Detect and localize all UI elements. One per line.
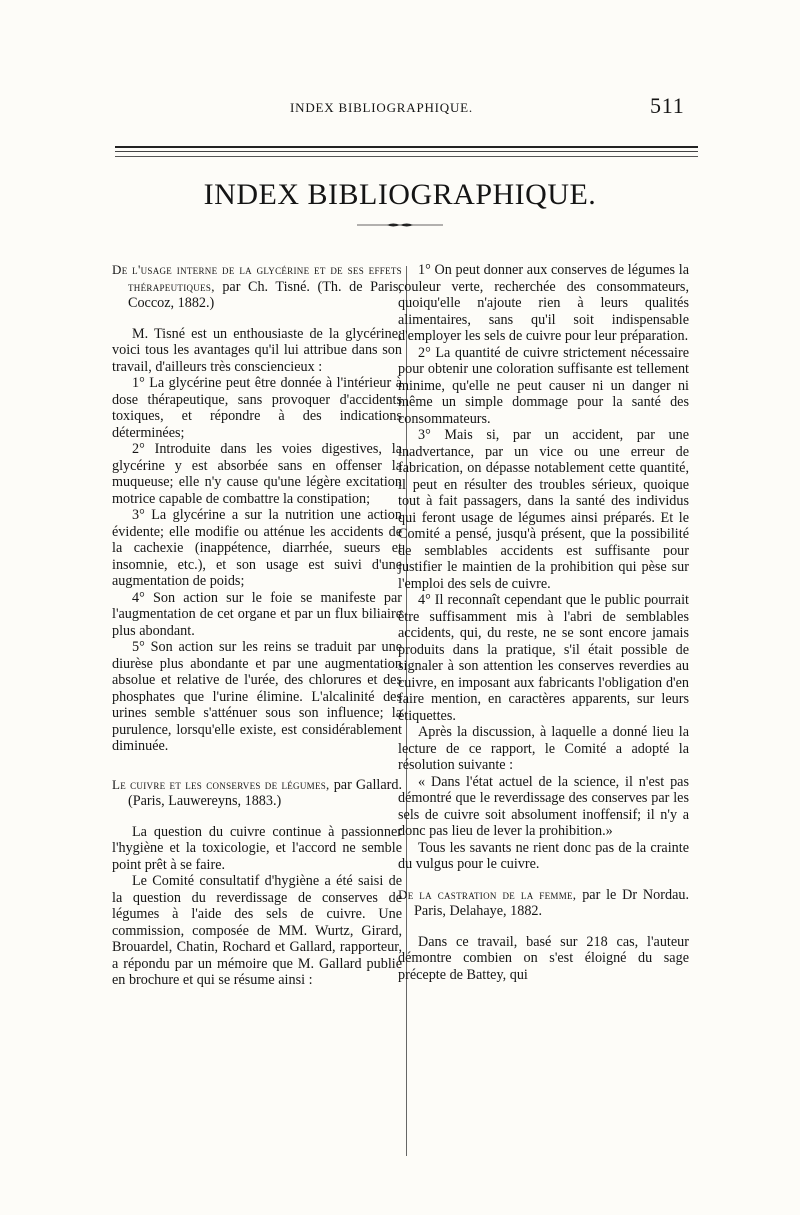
entry-citation: par Ch. Tisné. (Th. de Paris, Coccoz, 1882.) [128, 278, 402, 311]
page-number: 511 [650, 93, 685, 118]
paragraph: 1° La glycérine peut être donnée à l'intérieur à dose thérapeutique, sans provoquer d'accidents toxiques, et répondre à des indications déterminées; [112, 375, 402, 441]
paragraph: 2° La quantité de cuivre strictement nécessaire pour obtenir une coloration suffisante est tellement minime, qu'elle ne peut causer ni un danger ni même un simple dommage pour la santé des consommateurs. [398, 344, 689, 427]
entry-citation: par Gallard. (Paris, Lauwereyns, 1883.) [128, 776, 402, 809]
left-column [112, 262, 402, 989]
entry-glycerine [112, 262, 402, 312]
paragraph: Dans ce travail, basé sur 218 cas, l'auteur démontre combien on s'est éloigné du sage précepte de Battey, qui [398, 933, 689, 983]
paragraph: 4° Il reconnaît cependant que le public pourrait être suffisamment mis à l'abri de semblables accidents, qui, du reste, ne se sont encore jamais produits dans la pratique, s'il était possible de signaler à son attention les conserves reverdies au cuivre, en imposant aux fabricants l'obligation d'en faire mention, en caractères apparents, sur leurs étiquettes. [398, 592, 689, 724]
entry-heading: De l'usage interne de la glycérine et de ses effets thérapeutiques, [112, 262, 402, 294]
paragraph: 5° Son action sur les reins se traduit par une diurèse plus abondante et par une augmentation absolue et relative de l'urée, des chlorures et des phosphates que l'urine élimine. L'alcalinité des urines semble s'atténuer sous son influence; la purulence, lorsqu'elle existe, est considérablement diminuée. [112, 639, 402, 754]
entry-castration [398, 887, 689, 920]
paragraph: « Dans l'état actuel de la science, il n'est pas démontré que le reverdissage des conserves par les sels de cuivre soit absolument inoffensif; il n'y a donc pas lieu de lever la prohibition.» [398, 773, 689, 839]
ornament-divider [357, 222, 443, 228]
entry-heading: Le cuivre et les conserves de légumes, [112, 776, 330, 792]
paragraph: M. Tisné est un enthousiaste de la glycérine; voici tous les avantages qu'il lui attribue dans son travail, d'ailleurs très consciencieux : [112, 325, 402, 375]
entry-citation: par le Dr Nordau. Paris, Delahaye, 1882. [414, 886, 690, 919]
paragraph: 1° On peut donner aux conserves de légumes la couleur verte, recherchée des consommateurs, quoiqu'elle n'ajoute rien à leurs qualités alimentaires, sans qu'il soit indispensable d'employer les sels de cuivre pour leur préparation. [398, 262, 689, 344]
header-thin-rule [115, 156, 698, 157]
running-title: INDEX BIBLIOGRAPHIQUE. [290, 100, 473, 115]
right-column [398, 262, 689, 983]
paragraph: Tous les savants ne rient donc pas de la crainte du vulgus pour le cuivre. [398, 839, 689, 872]
paragraph: 4° Son action sur le foie se manifeste par l'augmentation de cet organe et par un flux biliaire plus abondant. [112, 589, 402, 639]
entry-cuivre [112, 777, 402, 810]
paragraph: Après la discussion, à laquelle a donné lieu la lecture de ce rapport, le Comité a adopté la résolution suivante : [398, 724, 689, 773]
paragraph: La question du cuivre continue à passionner l'hygiène et la toxicologie, et l'accord ne semble point prêt à se faire. [112, 823, 402, 873]
paragraph: 3° La glycérine a sur la nutrition une action évidente; elle modifie ou atténue les accidents de la cachexie (inappétence, diarrhée, sueurs et insomnie, etc.), et son usage est suivi d'une augmentation de poids; [112, 507, 402, 589]
paragraph: 2° Introduite dans les voies digestives, la glycérine y est absorbée sans en offenser la muqueuse; elle n'y cause qu'une légère excitation motrice capable de combattre la constipation; [112, 441, 402, 507]
page-title: INDEX BIBLIOGRAPHIQUE. [203, 178, 597, 211]
entry-heading: De la castration de la femme, [398, 886, 577, 902]
paragraph: 3° Mais si, par un accident, par une inadvertance, par un vice ou une erreur de fabrication, on dépasse notablement cette quantité, il peut en résulter des troubles sérieux, quoique tout à fait passagers, dans la santé des individus qui feront usage de légumes ainsi préparés. Et le Comité a pensé, jusqu'à présent, que la possibilité de semblables accidents est suffisante pour justifier le maintien de la prohibition qui pèse sur l'emploi des sels de cuivre. [398, 427, 689, 592]
header-double-rule [115, 146, 698, 152]
paragraph: Le Comité consultatif d'hygiène a été saisi de la question du reverdissage de conserves de légumes à l'aide des sels de cuivre. Une commission, composée de MM. Wurtz, Girard, Brouardel, Chatin, Rochard et Gallard, rapporteur, a répondu par un mémoire que M. Gallard publie en brochure et qui se résume ainsi : [112, 873, 402, 988]
